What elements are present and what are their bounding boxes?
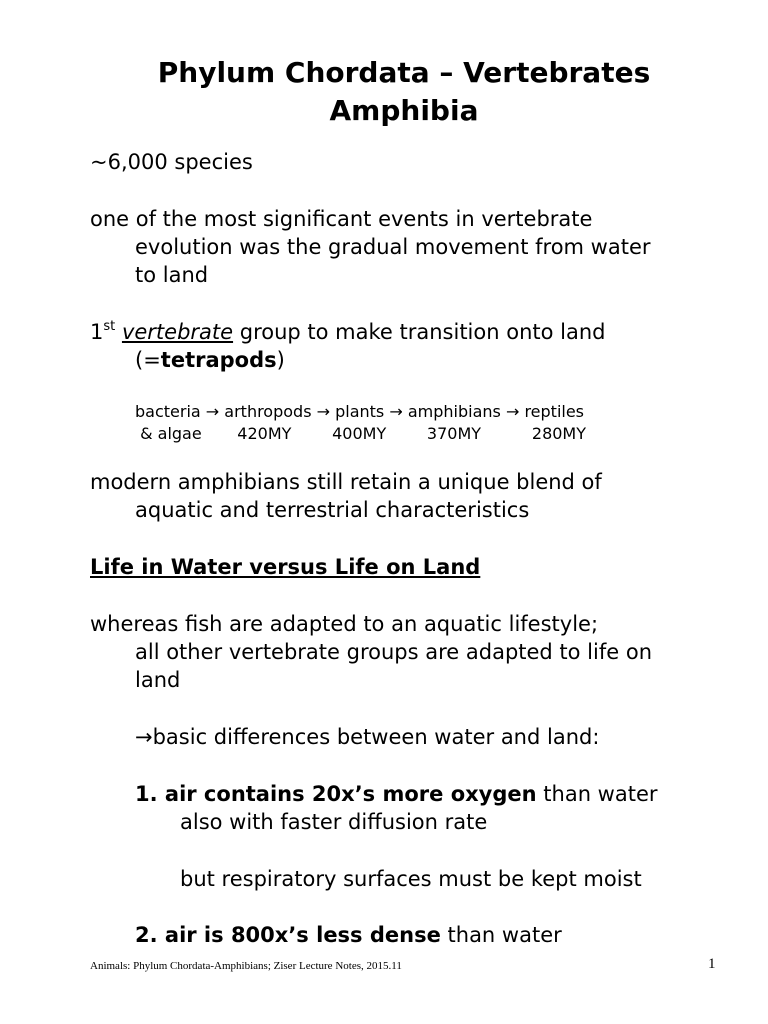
tetrapods-line: (=tetrapods) [135, 348, 285, 372]
point-1-bold: 1. air contains 20x’s more oxygen [135, 782, 537, 806]
evolution-line-1: one of the most significant events in vertebrate [90, 207, 593, 231]
footer-citation: Animals: Phylum Chordata-Amphibians; Ziser Lecture Notes, 2015.11 [90, 960, 402, 972]
transition-text: group to make transition onto land [233, 320, 606, 344]
vertebrate-term: vertebrate [121, 320, 234, 344]
section-heading: Life in Water versus Life on Land [90, 555, 481, 579]
title-line-1: Phylum Chordata – Vertebrates [157, 56, 651, 89]
page-title [0, 55, 768, 91]
evolution-line-2: evolution was the gradual movement from water [135, 235, 651, 259]
fish-line-1: whereas fish are adapted to an aquatic lifestyle; [90, 612, 599, 636]
modern-line-1: modern amphibians still retain a unique blend of [90, 470, 602, 494]
ordinal-number: 1 [90, 320, 104, 344]
point-2-heading [135, 921, 562, 949]
timeline-organisms: bacteria → arthropods → plants → amphibians → reptiles [135, 402, 585, 421]
tetrapods-term: tetrapods [160, 348, 277, 372]
modern-line-2: aquatic and terrestrial characteristics [135, 498, 530, 522]
page-number: 1 [708, 956, 716, 972]
point-1-line-3: but respiratory surfaces must be kept moist [180, 867, 642, 891]
point-1-rest: than water [536, 782, 658, 806]
fish-line-2: all other vertebrate groups are adapted to life on [135, 640, 653, 664]
title-line-2: Amphibia [329, 94, 479, 127]
fish-line-3: land [135, 668, 181, 692]
page-subtitle [0, 93, 768, 129]
timeline-dates: & algae 420MY 400MY 370MY 280MY [135, 424, 587, 443]
point-1-heading [135, 780, 658, 808]
species-count: ~6,000 species [90, 150, 253, 174]
point-1-line-2: also with faster diffusion rate [180, 810, 488, 834]
point-2-rest: than water [440, 923, 562, 947]
basic-differences: →basic differences between water and land: [135, 725, 600, 749]
first-transition-line [90, 318, 605, 346]
point-2-bold: 2. air is 800x’s less dense [135, 923, 441, 947]
evolution-line-3: to land [135, 263, 209, 287]
ordinal-suffix: st [103, 319, 116, 334]
